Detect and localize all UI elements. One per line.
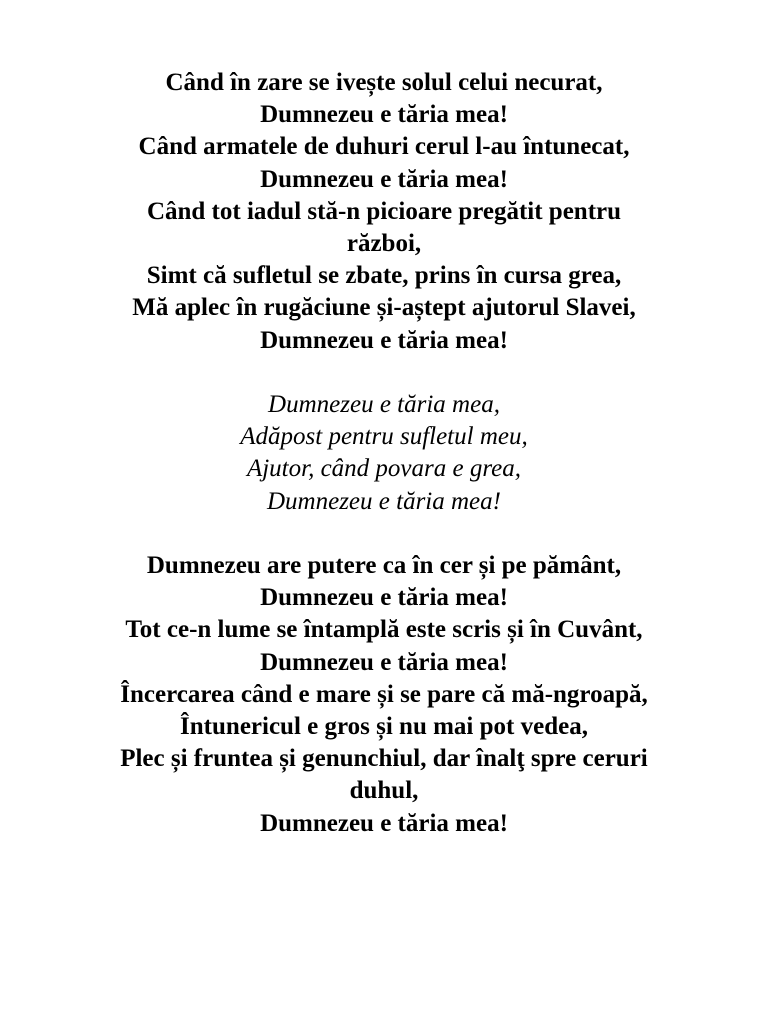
verse-1-line-1: Când în zare se ivește solul celui necurat, <box>165 69 603 96</box>
chorus-line-3: Ajutor, când povara e grea, <box>246 455 522 483</box>
stanza-spacer <box>0 357 768 389</box>
verse-2-line-9: Dumnezeu e tăria mea! <box>260 809 508 837</box>
verse-1-line-3: Când armatele de duhuri cerul l-au întunecat, <box>138 133 630 161</box>
verse-2-line-5: Încercarea când e mare și se pare că mă-ngroapă, <box>120 680 648 708</box>
verse-2-line-8: duhul, <box>349 777 419 805</box>
chorus-line-4: Dumnezeu e tăria mea! <box>267 487 501 515</box>
verse-2 <box>0 550 768 840</box>
verse-1-line-8: Mă aplec în rugăciune și-aștept ajutorul Slavei, <box>132 294 636 322</box>
verse-2-line-1: Dumnezeu are putere ca în cer și pe pământ, <box>146 552 622 580</box>
chorus <box>0 389 768 518</box>
song-lyrics-page <box>0 67 768 840</box>
verse-2-line-3: Tot ce-n lume se întamplă este scris și în Cuvânt, <box>125 616 643 644</box>
verse-1-line-9: Dumnezeu e tăria mea! <box>260 326 508 354</box>
verse-1-line-7: Simt că sufletul se zbate, prins în cursa grea, <box>146 262 622 290</box>
stanza-spacer <box>0 518 768 550</box>
verse-2-line-7: Plec și fruntea și genunchiul, dar înalţ spre ceruri <box>120 745 648 773</box>
verse-2-line-2: Dumnezeu e tăria mea! <box>260 584 508 612</box>
verse-1-line-2: Dumnezeu e tăria mea! <box>260 101 508 129</box>
verse-2-line-6: Întunericul e gros și nu mai pot vedea, <box>180 713 588 741</box>
verse-1-line-4: Dumnezeu e tăria mea! <box>260 165 508 193</box>
verse-1-line-6: război, <box>346 230 422 258</box>
verse-1-line-5: Când tot iadul stă-n picioare pregătit pentru <box>146 197 622 225</box>
chorus-line-1: Dumnezeu e tăria mea, <box>268 391 500 419</box>
chorus-line-2: Adăpost pentru sufletul meu, <box>240 423 528 451</box>
verse-2-line-4: Dumnezeu e tăria mea! <box>260 648 508 676</box>
verse-1 <box>0 67 768 357</box>
